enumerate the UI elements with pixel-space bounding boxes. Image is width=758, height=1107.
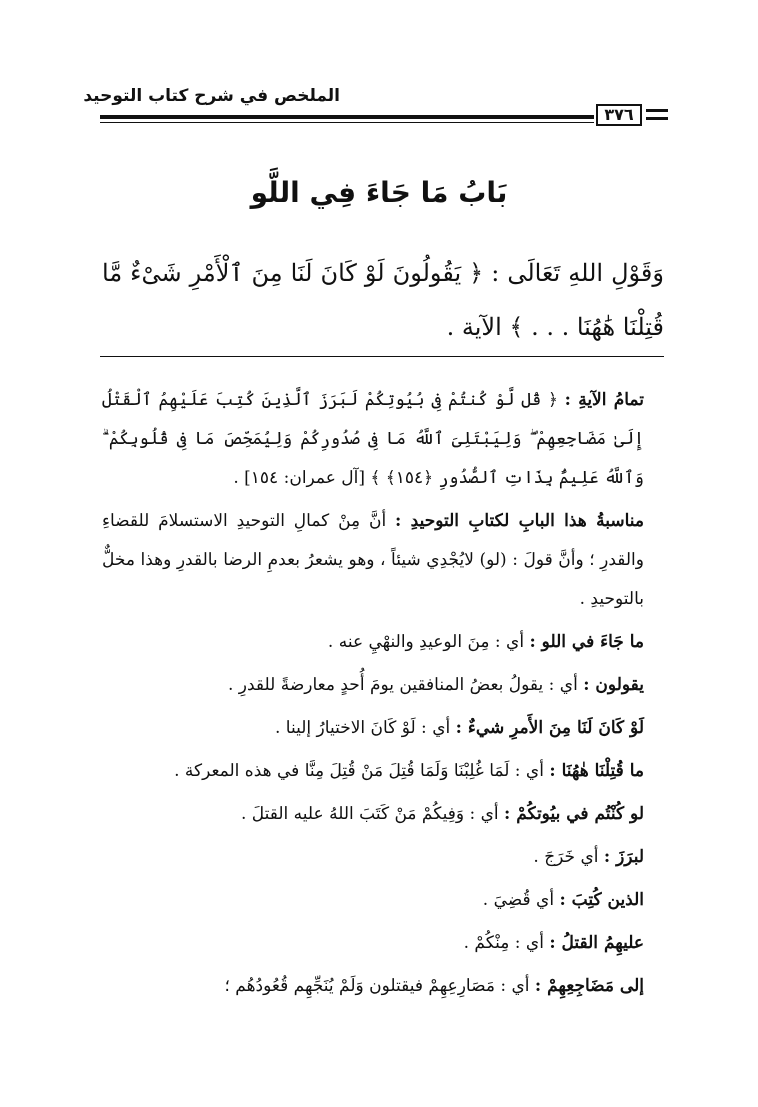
intro-quran-verse: ﴿ يَقُولُونَ لَوْ كَانَ لَنَا مِنَ ٱلْأَمْرِ شَىْءٌ مَّا قُتِلْنَا هَٰهُنَا . . . ﴾ (102, 259, 664, 341)
header-rule-thick-right (100, 115, 594, 119)
gloss-text: أي : وَفِيكُمْ مَنْ كَتَبَ اللهُ عليه القتلَ . (240, 804, 499, 824)
gloss-text: أي : مَصَارِعِهِمْ فيقتلون وَلَمْ يُنَجِّهِم قُعُودُهُم ؛ (224, 976, 530, 996)
footnote-divider (100, 356, 664, 357)
gloss-item (102, 709, 664, 748)
note-text: أنَّ مِنْ كمالِ التوحيدِ الاستسلامَ للقضاءِ والقدرِ ؛ وأنَّ قولَ : (لو) لايُجْدِي شيئاً ، وهو يشعرُ بعدمِ الرضا بالقدرِ وهذا مخلٌّ بالتوحيدِ . (102, 511, 644, 609)
gloss-item (102, 666, 664, 705)
gloss-term: عليهِمُ القتلُ : (549, 933, 644, 953)
gloss-text: أي خَرَجَ . (533, 847, 599, 867)
gloss-term: لَوْ كَانَ لَنَا مِنَ الأَمرِ شيءٌ : (455, 718, 644, 738)
gloss-text: أي : لَمَا غُلِبْنَا وَلَمَا قُتِلَ مَنْ قُتِلَ مِنَّا في هذه المعركة . (174, 761, 544, 781)
intro-lead: وَقَوْلِ اللهِ تَعَالَى : (491, 259, 664, 287)
gloss-item (102, 623, 664, 662)
intro-verse (102, 246, 664, 354)
gloss-term: يقولون : (583, 675, 644, 695)
commentary (102, 381, 664, 1010)
gloss-term: لو كُنْتُم في بيُوتكُمْ : (504, 804, 644, 824)
header-dash-bottom (646, 117, 668, 120)
gloss-term: ما جَاءَ في اللو : (529, 632, 644, 652)
note-relevance (102, 502, 664, 619)
page-number: ٣٧٦ (596, 104, 642, 126)
gloss-text: أي : مِنَ الوعيدِ والنهْيِ عنه . (327, 632, 525, 652)
gloss-item (102, 967, 664, 1006)
gloss-term: إلى مَضَاجِعِهِمْ : (534, 976, 644, 996)
gloss-text: أي : لَوْ كَانَ الاختيارُ إلينا . (275, 718, 451, 738)
gloss-text: أي : مِنْكُمْ . (463, 933, 544, 953)
gloss-text: أي : يقولُ بعضُ المنافقين يومَ أُحدٍ معارضةً للقدرِ . (227, 675, 578, 695)
gloss-item (102, 795, 664, 834)
gloss-text: أي قُضِيَ . (482, 890, 555, 910)
gloss-item (102, 924, 664, 963)
intro-tail: الآية . (446, 313, 502, 341)
note-term: تمامُ الآيةِ : (564, 390, 644, 410)
gloss-term: الذين كُتِبَ : (559, 890, 644, 910)
gloss-item (102, 838, 664, 877)
header-rule-thin-right (100, 122, 594, 123)
note-complete-verse (102, 381, 664, 498)
note-verse-text: ﴿ قُل لَّوْ كُنتُمْ فِى بُيُوتِكُمْ لَبَرَزَ ٱلَّذِينَ كُتِبَ عَلَيْهِمُ ٱلْقَتْلُ إِلَىٰ مَضَاجِعِهِمْ ۖ وَلِيَبْتَلِىَ ٱللَّهُ مَا فِى صُدُورِكُمْ وَلِيُمَحِّصَ مَا فِى قُلُوبِكُمْ ۗ وَٱللَّهُ عَلِيمٌۢ بِذَاتِ ٱلصُّدُورِ ﴿١٥٤﴾ ﴾ (102, 390, 644, 488)
gloss-term: لبرَزَ : (603, 847, 644, 867)
gloss-item (102, 881, 664, 920)
running-title: الملخص في شرح كتاب التوحيد (83, 86, 340, 106)
gloss-term: ما قُتِلْنَا هٰهُنَا : (549, 761, 644, 781)
note-verse-reference: [آل عمران: ١٥٤] . (233, 468, 366, 488)
note-term: مناسبةُ هذا البابِ لكتابِ التوحيدِ : (395, 511, 645, 531)
chapter-title: بَابُ مَا جَاءَ فِي اللَّو (250, 176, 508, 209)
header-dash-top (646, 109, 668, 112)
gloss-item (102, 752, 664, 791)
